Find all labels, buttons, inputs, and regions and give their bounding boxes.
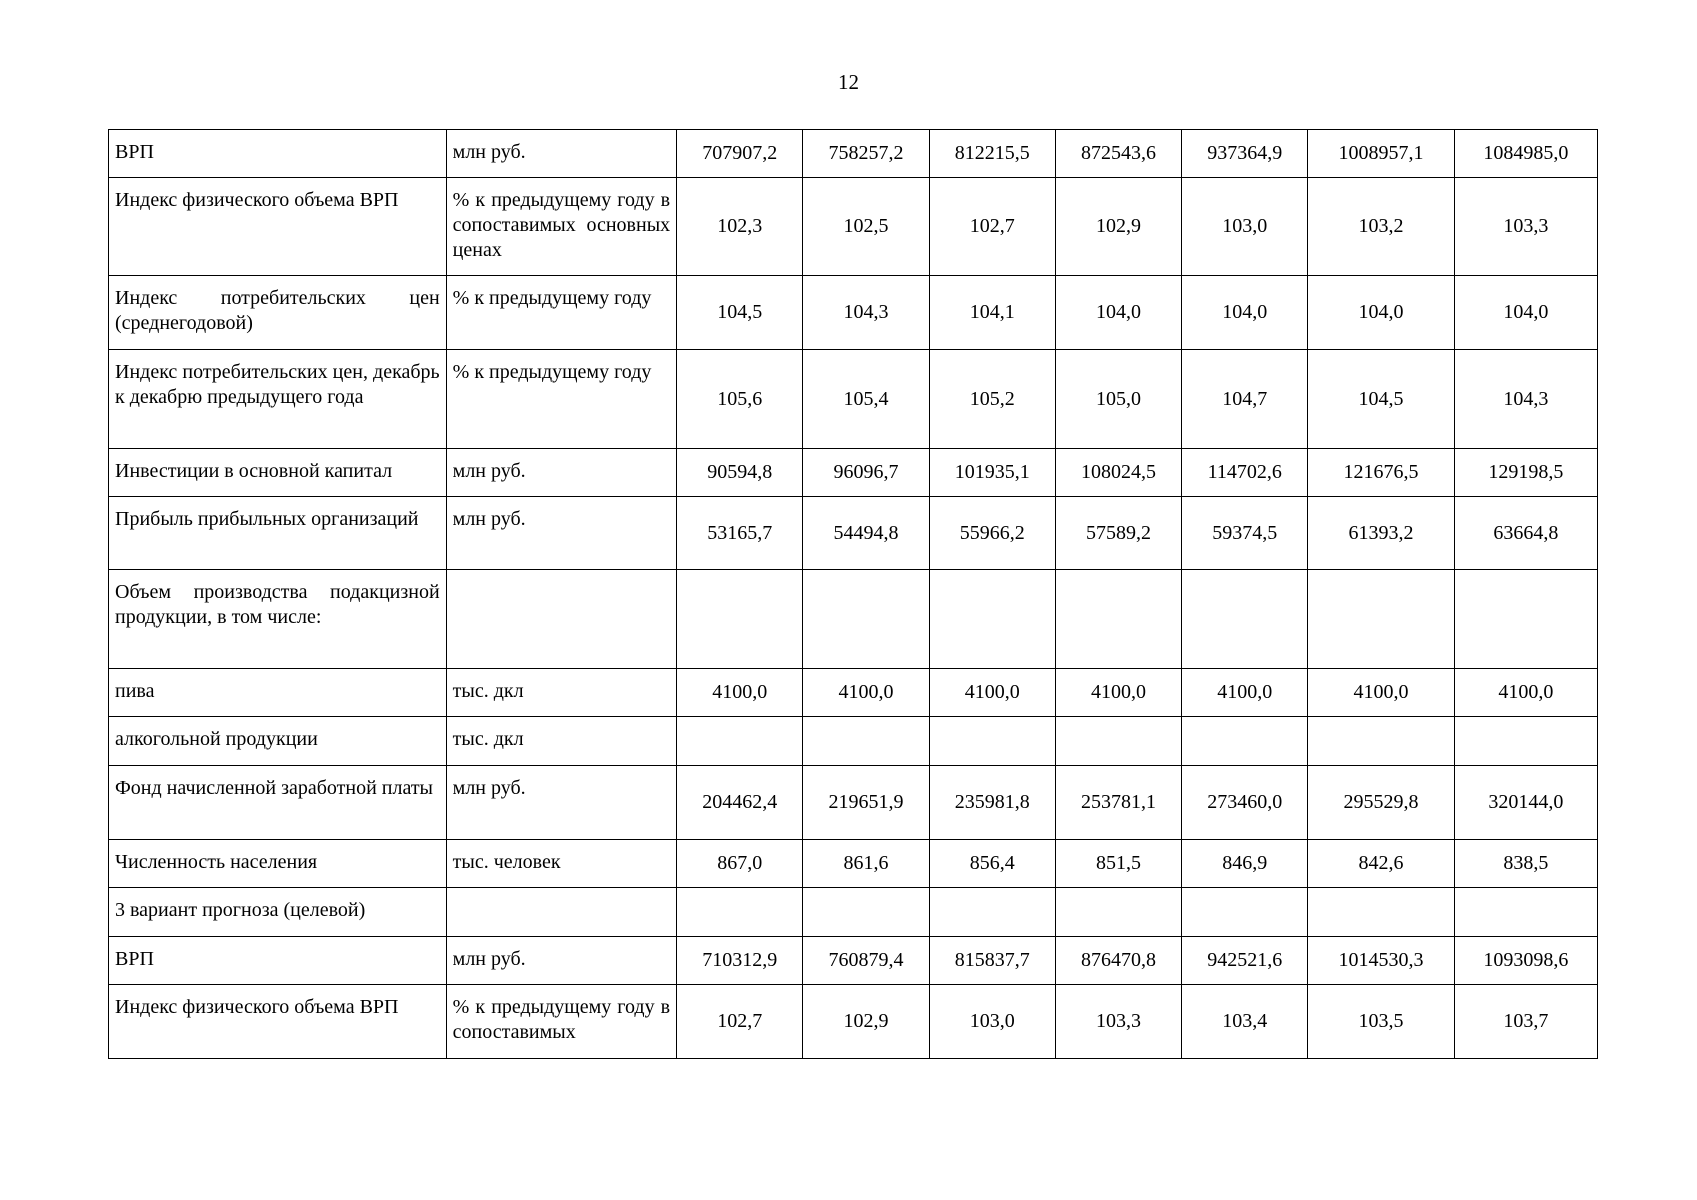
table-row [109,570,1598,669]
value-cell: 103,4 [1182,985,1308,1059]
value-cell [1182,717,1308,766]
value-cell: 876470,8 [1055,937,1181,985]
value-cell: 253781,1 [1055,766,1181,840]
indicator-name: ВРП [109,937,447,985]
indicator-unit [446,570,676,669]
value-cell: 710312,9 [677,937,803,985]
forecast-table [108,129,1598,1059]
value-cell: 103,2 [1308,178,1454,276]
value-cell: 104,5 [1308,350,1454,449]
indicator-unit: % к предыдущему году в сопоставимых основных ценах [446,178,676,276]
indicator-name: Индекс потребительских цен (среднегодовой) [109,276,447,350]
table-row [109,497,1598,570]
value-cell: 103,3 [1454,178,1597,276]
value-cell: 4100,0 [677,669,803,717]
value-cell [1182,570,1308,669]
indicator-unit [446,888,676,937]
table-row [109,840,1598,888]
value-cell [677,570,803,669]
indicator-name: Индекс физического объема ВРП [109,985,447,1059]
value-cell: 4100,0 [803,669,929,717]
value-cell: 846,9 [1182,840,1308,888]
value-cell: 61393,2 [1308,497,1454,570]
table-row [109,985,1598,1059]
page-number: 12 [838,70,859,94]
indicator-name: Фонд начисленной заработной платы [109,766,447,840]
value-cell: 102,7 [677,985,803,1059]
table-row [109,669,1598,717]
indicator-unit: тыс. дкл [446,669,676,717]
value-cell: 204462,4 [677,766,803,840]
value-cell: 90594,8 [677,449,803,497]
value-cell: 102,5 [803,178,929,276]
value-cell: 760879,4 [803,937,929,985]
indicator-name: Индекс физического объема ВРП [109,178,447,276]
value-cell: 872543,6 [1055,130,1181,178]
value-cell [803,570,929,669]
value-cell: 851,5 [1055,840,1181,888]
value-cell: 63664,8 [1454,497,1597,570]
value-cell [929,717,1055,766]
value-cell: 4100,0 [1182,669,1308,717]
indicator-name: ВРП [109,130,447,178]
value-cell: 1093098,6 [1454,937,1597,985]
value-cell [677,888,803,937]
value-cell: 235981,8 [929,766,1055,840]
value-cell: 104,0 [1454,276,1597,350]
indicator-unit: млн руб. [446,449,676,497]
value-cell: 104,0 [1308,276,1454,350]
value-cell: 842,6 [1308,840,1454,888]
value-cell: 103,3 [1055,985,1181,1059]
value-cell: 101935,1 [929,449,1055,497]
table-row [109,130,1598,178]
indicator-unit: млн руб. [446,497,676,570]
value-cell: 707907,2 [677,130,803,178]
indicator-unit: млн руб. [446,937,676,985]
table-row [109,449,1598,497]
value-cell: 53165,7 [677,497,803,570]
table-row [109,350,1598,449]
value-cell: 103,5 [1308,985,1454,1059]
value-cell [1454,717,1597,766]
value-cell: 104,0 [1182,276,1308,350]
value-cell: 861,6 [803,840,929,888]
value-cell [1308,888,1454,937]
value-cell: 812215,5 [929,130,1055,178]
value-cell: 102,9 [803,985,929,1059]
indicator-unit: % к предыдущему году [446,276,676,350]
indicator-unit: % к предыдущему году в сопоставимых [446,985,676,1059]
value-cell: 856,4 [929,840,1055,888]
value-cell [929,570,1055,669]
value-cell: 105,6 [677,350,803,449]
table-row [109,276,1598,350]
value-cell: 4100,0 [929,669,1055,717]
value-cell: 129198,5 [1454,449,1597,497]
value-cell: 4100,0 [1308,669,1454,717]
indicator-unit: тыс. дкл [446,717,676,766]
value-cell: 1014530,3 [1308,937,1454,985]
value-cell: 867,0 [677,840,803,888]
value-cell: 103,0 [1182,178,1308,276]
value-cell [677,717,803,766]
indicator-unit: тыс. человек [446,840,676,888]
indicator-name: Инвестиции в основной капитал [109,449,447,497]
value-cell: 102,3 [677,178,803,276]
value-cell: 1008957,1 [1308,130,1454,178]
value-cell [1308,717,1454,766]
value-cell: 121676,5 [1308,449,1454,497]
value-cell [1055,888,1181,937]
value-cell: 103,7 [1454,985,1597,1059]
value-cell: 320144,0 [1454,766,1597,840]
value-cell: 937364,9 [1182,130,1308,178]
value-cell: 96096,7 [803,449,929,497]
value-cell [1055,717,1181,766]
value-cell [803,717,929,766]
indicator-unit: % к предыдущему году [446,350,676,449]
indicator-name: пива [109,669,447,717]
table-row [109,717,1598,766]
value-cell: 105,0 [1055,350,1181,449]
value-cell: 4100,0 [1454,669,1597,717]
indicator-unit: млн руб. [446,766,676,840]
value-cell: 54494,8 [803,497,929,570]
value-cell: 942521,6 [1182,937,1308,985]
value-cell: 108024,5 [1055,449,1181,497]
value-cell: 104,3 [803,276,929,350]
value-cell: 104,3 [1454,350,1597,449]
value-cell [1308,570,1454,669]
value-cell: 102,7 [929,178,1055,276]
table-row [109,937,1598,985]
value-cell [929,888,1055,937]
indicator-name: Прибыль прибыльных организаций [109,497,447,570]
value-cell: 102,9 [1055,178,1181,276]
value-cell: 219651,9 [803,766,929,840]
indicator-name: 3 вариант прогноза (целевой) [109,888,447,937]
value-cell: 55966,2 [929,497,1055,570]
indicator-name: Объем производства подакцизной продукции, в том числе: [109,570,447,669]
value-cell: 838,5 [1454,840,1597,888]
value-cell [1055,570,1181,669]
value-cell: 1084985,0 [1454,130,1597,178]
table-row [109,766,1598,840]
indicator-name: Численность населения [109,840,447,888]
table-row [109,178,1598,276]
value-cell [1454,570,1597,669]
table-row [109,888,1598,937]
indicator-unit: млн руб. [446,130,676,178]
value-cell: 105,2 [929,350,1055,449]
value-cell: 103,0 [929,985,1055,1059]
value-cell: 295529,8 [1308,766,1454,840]
value-cell: 273460,0 [1182,766,1308,840]
value-cell: 4100,0 [1055,669,1181,717]
value-cell: 104,7 [1182,350,1308,449]
value-cell: 105,4 [803,350,929,449]
value-cell: 57589,2 [1055,497,1181,570]
value-cell [1182,888,1308,937]
value-cell: 815837,7 [929,937,1055,985]
value-cell: 114702,6 [1182,449,1308,497]
value-cell: 104,1 [929,276,1055,350]
indicator-name: алкогольной продукции [109,717,447,766]
indicator-name: Индекс потребительских цен, декабрь к декабрю предыдущего года [109,350,447,449]
value-cell: 104,0 [1055,276,1181,350]
value-cell: 758257,2 [803,130,929,178]
value-cell [1454,888,1597,937]
value-cell: 59374,5 [1182,497,1308,570]
value-cell: 104,5 [677,276,803,350]
value-cell [803,888,929,937]
